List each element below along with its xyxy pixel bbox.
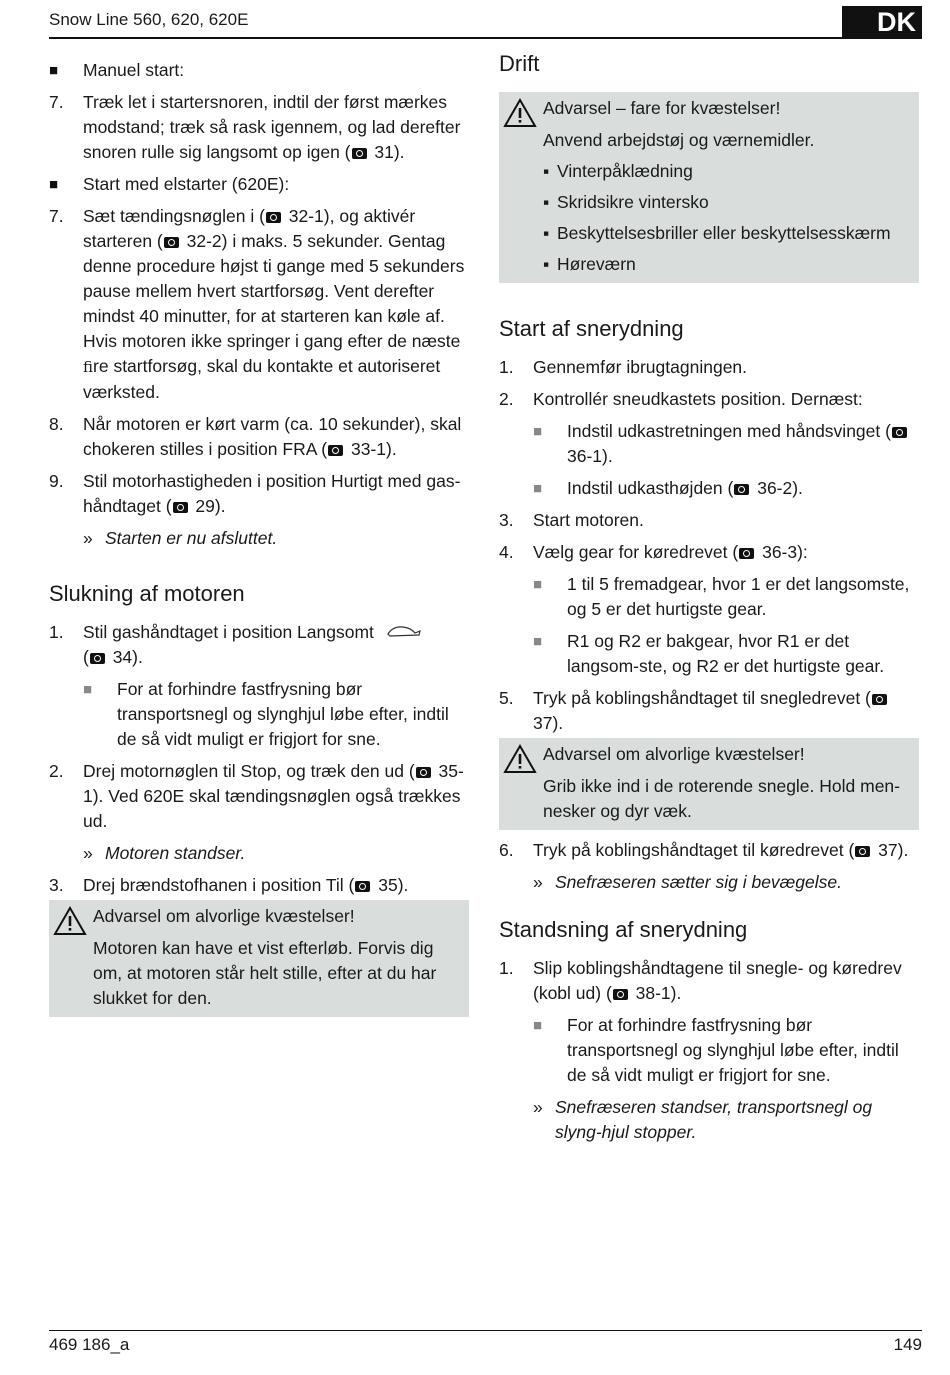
result-machine-stops: » Snefræseren standser, transportsnegl og slyng-hjul stopper. — [533, 1097, 873, 1142]
electric-start-heading: ■ Start med elstarter (620E): — [49, 172, 469, 197]
start-step-1: 1. Gennemfør ibrugtagningen. — [499, 357, 748, 377]
camera-icon — [613, 989, 628, 1000]
result-start-done: » Starten er nu afsluttet. — [83, 528, 278, 548]
stop-step-3: 3. Drej brændstofhanen i position Til ( 35). — [49, 875, 409, 895]
stop-step-2: 2. Drej motornøglen til Stop, og træk den ud ( 35-1). Ved 620E skal tændingsnøglen også trækkes ud. — [49, 761, 464, 831]
camera-icon — [855, 846, 870, 857]
start-step-2a: ■ Indstil udkastretningen med håndsvinget ( 36-1). — [533, 419, 919, 469]
step-9: 9. Stil motorhastigheden i position Hurtigt med gas-håndtaget ( 29). — [49, 471, 461, 516]
square-bullet-icon: ■ — [49, 176, 59, 193]
left-column — [49, 58, 469, 1025]
stop-clearing-step-1: 1. Slip koblingshåndtagene til snegle- og køredrev (kobl ud) ( 38-1). — [499, 958, 902, 1003]
ppe-item: ▪ Skridsikre vintersko — [543, 192, 709, 212]
footer-rule — [49, 1330, 922, 1331]
ppe-item: ▪ Høreværn — [543, 254, 636, 274]
electric-step-7: 7. Sæt tændingsnøglen i ( 32-1), og aktivér starteren ( 32-2) i maks. 5 sekunder. Gentag denne procedure højst ti gange med 5 sekunders pause mellem hvert startforsøg. Vent derefter mindst 40 minutter, for at starteren kan køle af. Hvis motoren ikke springer i gang efter de næste fire startforsøg, skal du kontakte et autoriseret værksted. — [49, 206, 465, 402]
square-bullet-icon: ■ — [533, 1017, 543, 1034]
start-step-2b: ■ Indstil udkasthøjden ( 36-2). — [533, 476, 919, 501]
camera-icon — [164, 237, 179, 248]
warning-title: Advarsel – fare for kvæstelser! — [543, 98, 781, 118]
start-step-6: 6. Tryk på koblingshåndtaget til køredrevet ( 37). — [499, 840, 909, 860]
square-bullet-icon: ■ — [533, 480, 543, 497]
warning-body: Anvend arbejdstøj og værnemidler. — [543, 130, 815, 150]
camera-icon — [90, 653, 105, 664]
camera-icon — [355, 881, 370, 892]
camera-icon — [416, 767, 431, 778]
stop-step-1-note: ■ For at forhindre fastfrysning bør transportsnegl og slynghjul løbe efter, indtil de så vidt muligt er frigjort for sne. — [83, 677, 469, 752]
camera-icon — [739, 548, 754, 559]
result-machine-moves: » Snefræseren sætter sig i bevægelse. — [533, 872, 842, 892]
warning-title: Advarsel om alvorlige kvæstelser! — [93, 906, 355, 926]
start-step-4: 4. Vælg gear for køredrevet ( 36-3): — [499, 542, 808, 562]
result-engine-stops: » Motoren standser. — [83, 843, 246, 863]
manual-step-7: 7. Træk let i startersnoren, indtil der først mærkes modstand; træk så rask igennem, og lad derefter snoren rulle sig langsomt op igen ( 31). — [49, 92, 461, 162]
page-number: 149 — [893, 1335, 922, 1354]
start-step-2: 2. Kontrollér sneudkastets position. Dernæst: — [499, 389, 863, 409]
camera-icon — [872, 694, 887, 705]
stop-clearing-note: ■ For at forhindre fastfrysning bør transportsnegl og slynghjul løbe efter, indtil de så vidt muligt er frigjort for sne. — [533, 1013, 919, 1088]
camera-icon — [266, 212, 281, 223]
camera-icon — [892, 427, 907, 438]
section-heading-stop: Standsning af snerydning — [499, 917, 748, 942]
right-column — [499, 50, 919, 1152]
square-bullet-icon: ■ — [533, 576, 543, 593]
ppe-item: ▪ Beskyttelsesbriller eller beskyttelsesskærm — [543, 223, 891, 243]
header-rule — [49, 37, 922, 39]
camera-icon — [328, 445, 343, 456]
square-bullet-icon: ■ — [533, 633, 543, 650]
warning-body: Grib ikke ind i de roterende snegle. Hold men-nesker og dyr væk. — [543, 776, 900, 821]
header-title: Snow Line 560, 620, 620E — [49, 10, 249, 29]
step-8: 8. Når motoren er kørt varm (ca. 10 sekunder), skal chokeren stilles i position FRA ( 33-1). — [49, 414, 462, 459]
square-bullet-icon: ■ — [533, 423, 543, 440]
start-step-3: 3. Start motoren. — [499, 510, 644, 530]
language-badge: DK — [842, 6, 922, 39]
square-bullet-icon: ■ — [83, 681, 93, 698]
warning-box-augers — [499, 738, 919, 830]
ppe-item: ▪ Vinterpåklædning — [543, 161, 693, 181]
warning-title: Advarsel om alvorlige kvæstelser! — [543, 744, 805, 764]
section-heading-drift: Drift — [499, 51, 540, 76]
warning-triangle-icon — [503, 744, 537, 774]
manual-start-heading: ■ Manuel start: — [49, 58, 469, 83]
warning-body: Motoren kan have et vist efterløb. Forvis dig om, at motoren står helt stille, efter at du har slukket for den. — [93, 938, 437, 1008]
warning-triangle-icon — [53, 906, 87, 936]
square-bullet-icon: ■ — [49, 62, 59, 79]
start-step-4b: ■ R1 og R2 er bakgear, hvor R1 er det langsom-ste, og R2 er det hurtigste gear. — [533, 629, 919, 679]
camera-icon — [352, 148, 367, 159]
document-code: 469 186_a — [49, 1335, 130, 1354]
warning-box-ppe — [499, 92, 919, 283]
camera-icon — [173, 502, 188, 513]
start-step-5: 5. Tryk på koblingshåndtaget til snegledrevet ( 37). — [499, 686, 919, 736]
section-heading-start: Start af snerydning — [499, 316, 684, 341]
section-heading-slukning: Slukning af motoren — [49, 581, 245, 606]
turtle-icon — [385, 624, 423, 640]
warning-triangle-icon — [503, 98, 537, 128]
stop-step-1: 1. Stil gashåndtaget i position Langsomt ( 34). — [49, 620, 469, 670]
start-step-4a: ■ 1 til 5 fremadgear, hvor 1 er det langsomste, og 5 er det hurtigste gear. — [533, 572, 919, 622]
camera-icon — [734, 484, 749, 495]
warning-box-afterrun — [49, 900, 469, 1017]
